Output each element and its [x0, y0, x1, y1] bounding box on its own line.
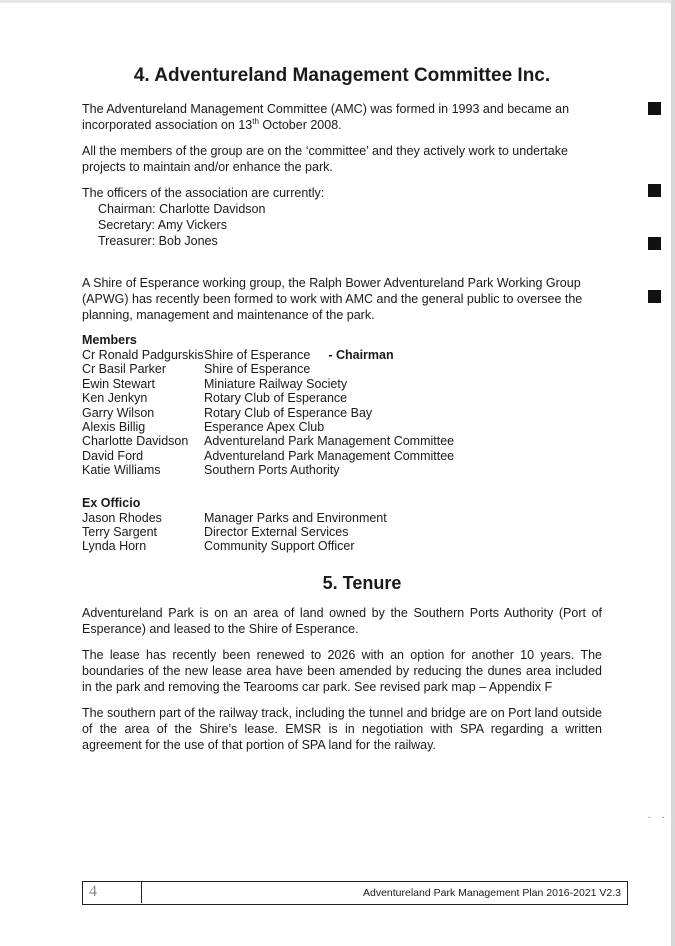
section4-title: 4. Adventureland Management Committee Inc.	[133, 65, 551, 86]
binding-mark	[648, 102, 661, 115]
section4-para2: All the members of the group are on the ‘committee’ and they actively work to undertake projects to maintain and/or enhance the park.	[82, 144, 568, 174]
member-row: Cr Basil Parker Shire of Esperance	[82, 362, 311, 377]
page-top-edge	[0, 0, 675, 3]
page-right-edge	[671, 0, 675, 946]
binding-mark	[648, 290, 661, 303]
section5-para3: The southern part of the railway track, including the tunnel and bridge are on Port land outside of the area of the Shire’s lease. EMSR is in negotiation with SPA regarding a written agreement for the use of that portion of SPA land for the railway.	[82, 705, 602, 752]
section5-para1: Adventureland Park is on an area of land owned by the Southern Ports Authority (Port of Esperance) and leased to the Shire of Esperance.	[82, 605, 602, 636]
page-number: 4	[89, 883, 97, 900]
member-row: Ken Jenkyn Rotary Club of Esperance	[82, 391, 348, 406]
members-title: Members	[82, 333, 137, 347]
member-row: Alexis Billig Esperance Apex Club	[82, 420, 325, 435]
chairman-label: - Chairman	[328, 348, 394, 362]
section5-para2: The lease has recently been renewed to 2026 with an option for another 10 years. The boundaries of the new lease area have been amended by reducing the dunes area included in the park and removing the Tearooms car park. See revised park map – Appendix F	[82, 647, 602, 694]
section4-para3: A Shire of Esperance working group, the Ralph Bower Adventureland Park Working Group (APWG) has recently been formed to work with AMC and the general public to oversee the planning, management and maintenance of the park.	[82, 276, 583, 322]
binding-mark	[648, 237, 661, 250]
binding-mark	[648, 184, 661, 197]
members-list	[82, 348, 602, 478]
officer-item: Chairman: Charlotte Davidson	[98, 202, 266, 216]
member-row: Cr Ronald Padgurskis Shire of Esperance - Chairman	[82, 348, 394, 362]
page-footer	[82, 881, 628, 905]
member-row: Charlotte Davidson Adventureland Park Management Committee	[82, 434, 455, 449]
exofficio-title: Ex Officio	[82, 495, 141, 510]
exofficio-row: Terry Sargent Director External Services	[82, 525, 349, 540]
member-row: Garry Wilson Rotary Club of Esperance Bay	[82, 405, 373, 420]
exofficio-row: Jason Rhodes Manager Parks and Environment	[82, 510, 387, 525]
section5-title: 5. Tenure	[322, 572, 402, 593]
plan-title: Adventureland Park Management Plan 2016-2021 V2.3	[362, 887, 621, 899]
officer-item: Secretary: Amy Vickers	[98, 218, 227, 232]
officer-item: Treasurer: Bob Jones	[98, 234, 218, 248]
exofficio-list	[82, 511, 602, 554]
member-row: Ewin Stewart Miniature Railway Society	[82, 376, 348, 391]
page-number-box	[83, 882, 142, 903]
scan-speck: - -	[648, 812, 669, 822]
member-row: David Ford Adventureland Park Management Committee	[82, 448, 455, 463]
officers-intro: The officers of the association are currently:	[82, 186, 325, 200]
section4-para1: The Adventureland Management Committee (AMC) was formed in 1993 and became an incorporated association on 13th October 2008.	[82, 102, 570, 132]
member-row: Katie Williams Southern Ports Authority	[82, 463, 340, 478]
page-content	[82, 64, 602, 763]
exofficio-row: Lynda Horn Community Support Officer	[82, 539, 355, 554]
officers-block	[82, 185, 602, 249]
